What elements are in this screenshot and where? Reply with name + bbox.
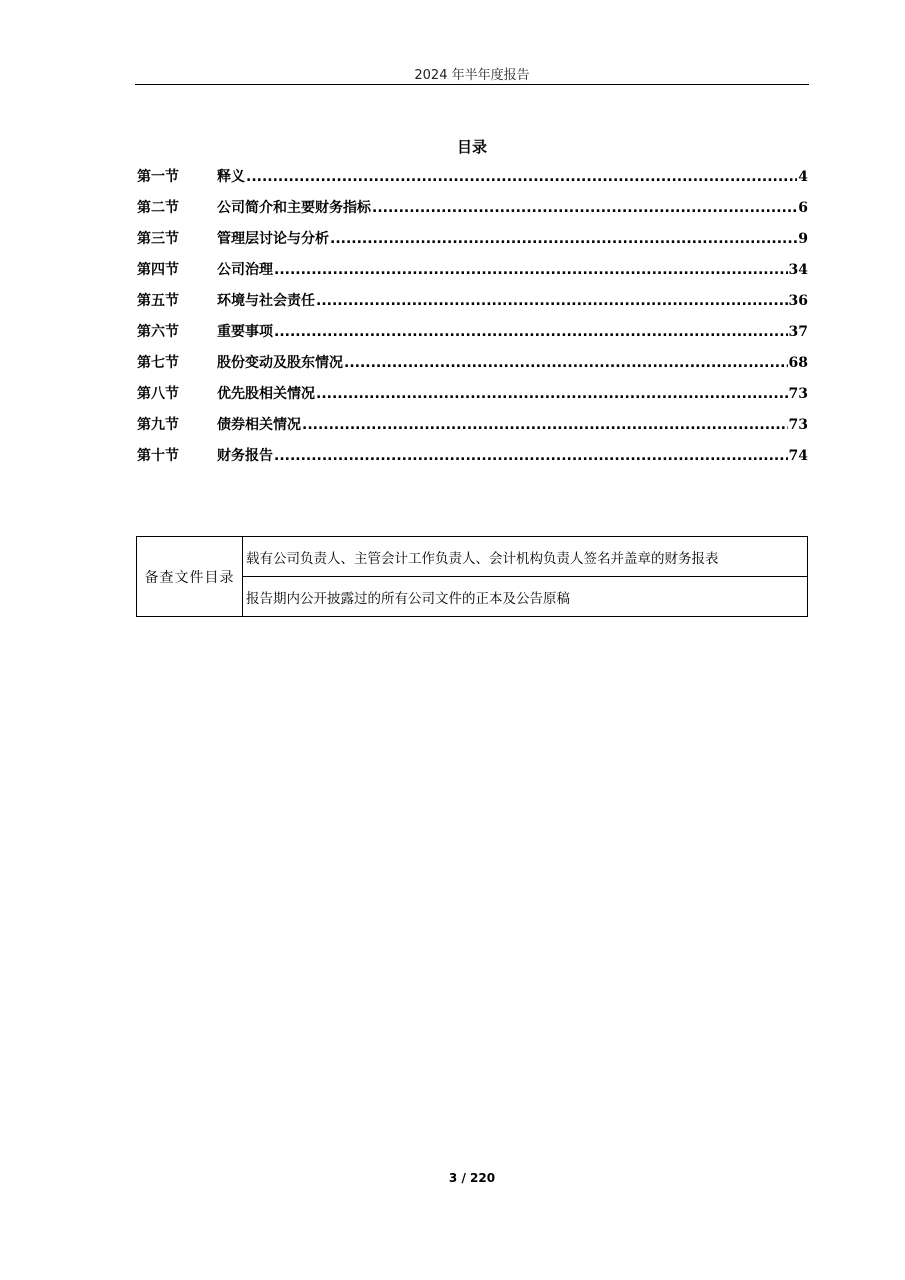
toc-item-section-4[interactable] xyxy=(137,259,808,290)
toc-section-label: 优先股相关情况 xyxy=(217,386,315,402)
toc-dot-leader xyxy=(344,355,788,371)
toc-section-label: 释义 xyxy=(217,169,245,185)
toc-dot-leader xyxy=(316,386,788,402)
toc-dot-leader xyxy=(316,293,788,309)
toc-section-number: 第六节 xyxy=(137,324,179,340)
table-row xyxy=(137,537,808,577)
toc-section-label: 公司简介和主要财务指标 xyxy=(217,200,371,216)
toc-dot-leader xyxy=(246,169,797,185)
toc-section-label: 公司治理 xyxy=(217,262,273,278)
toc-section-label: 重要事项 xyxy=(217,324,273,340)
toc-item-section-9[interactable] xyxy=(137,414,808,445)
toc-item-section-5[interactable] xyxy=(137,290,808,321)
toc-dot-leader xyxy=(274,262,788,278)
reference-document-item: 报告期内公开披露过的所有公司文件的正本及公告原稿 xyxy=(243,577,808,617)
toc-section-label: 股份变动及股东情况 xyxy=(217,355,343,371)
toc-dot-leader xyxy=(274,324,788,340)
table-of-contents xyxy=(137,166,808,476)
reference-documents-heading: 备查文件目录 xyxy=(137,537,243,617)
toc-page-number: 68 xyxy=(788,355,808,371)
toc-dot-leader xyxy=(372,200,797,216)
toc-page-number: 36 xyxy=(788,293,808,309)
toc-page-number: 73 xyxy=(788,417,808,433)
page-number-footer: 3 / 220 xyxy=(448,1171,496,1185)
toc-item-section-2[interactable] xyxy=(137,197,808,228)
toc-section-label: 财务报告 xyxy=(217,448,273,464)
toc-page-number: 34 xyxy=(788,262,808,278)
reference-document-item: 载有公司负责人、主管会计工作负责人、会计机构负责人签名并盖章的财务报表 xyxy=(243,537,808,577)
toc-section-label: 管理层讨论与分析 xyxy=(217,231,329,247)
toc-page-number: 37 xyxy=(788,324,808,340)
toc-dot-leader xyxy=(274,448,788,464)
report-header-title: 2024 年半年度报告 xyxy=(414,68,530,83)
toc-section-number: 第八节 xyxy=(137,386,179,402)
toc-item-section-6[interactable] xyxy=(137,321,808,352)
toc-item-section-7[interactable] xyxy=(137,352,808,383)
toc-item-section-1[interactable] xyxy=(137,166,808,197)
toc-item-section-3[interactable] xyxy=(137,228,808,259)
toc-dot-leader xyxy=(330,231,797,247)
toc-section-label: 债券相关情况 xyxy=(217,417,301,433)
toc-section-number: 第一节 xyxy=(137,169,179,185)
header-divider xyxy=(135,84,809,85)
toc-section-number: 第五节 xyxy=(137,293,179,309)
toc-section-number: 第十节 xyxy=(137,448,179,464)
toc-page-number: 9 xyxy=(798,231,808,247)
toc-item-section-8[interactable] xyxy=(137,383,808,414)
toc-section-number: 第二节 xyxy=(137,200,179,216)
toc-page-number: 4 xyxy=(798,169,808,185)
toc-section-number: 第四节 xyxy=(137,262,179,278)
toc-page-number: 6 xyxy=(798,200,808,216)
toc-section-number: 第九节 xyxy=(137,417,179,433)
toc-page-number: 73 xyxy=(788,386,808,402)
toc-item-section-10[interactable] xyxy=(137,445,808,476)
toc-section-number: 第三节 xyxy=(137,231,179,247)
toc-page-number: 74 xyxy=(788,448,808,464)
toc-title: 目录 xyxy=(456,138,487,156)
reference-documents-table xyxy=(136,536,808,617)
toc-section-label: 环境与社会责任 xyxy=(217,293,315,309)
toc-dot-leader xyxy=(302,417,788,433)
toc-section-number: 第七节 xyxy=(137,355,179,371)
